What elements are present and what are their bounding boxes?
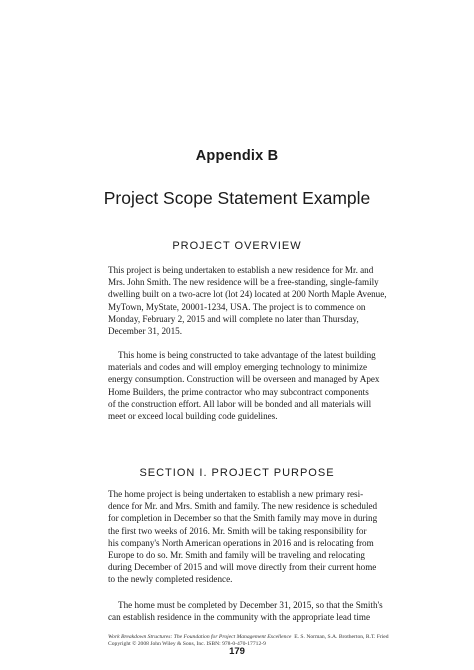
text-line: MyTown, MyState, 20001-1234, USA. The project is to commence on [108, 301, 366, 312]
overview-paragraph-2 [108, 349, 380, 422]
section-heading-overview: PROJECT OVERVIEW [172, 240, 302, 252]
text-line: The home must be completed by December 31, 2015, so that the Smith's [118, 600, 383, 610]
text-line: his company's North American operations in 2016 and is relocating from [108, 537, 374, 548]
page-number: 179 [229, 646, 245, 657]
text-line: can establish residence in the community with the appropriate lead time [108, 612, 371, 623]
text-line: This project is being undertaken to establish a new residence for Mr. and [108, 265, 374, 275]
footer-source-title: Work Breakdown Structures: The Foundation for Project Management Excellence [108, 634, 292, 640]
text-line: meet or exceed local building code guidelines. [108, 411, 278, 422]
overview-paragraph-1 [108, 264, 387, 337]
text-line: for completion in December so that the Smith family may move in during [108, 513, 378, 524]
text-line: The home project is being undertaken to establish a new primary resi- [108, 489, 364, 499]
footer-copyright: Copyright © 2008 John Wiley & Sons, Inc. ISBN: 978-0-470-17712-9 [108, 641, 266, 648]
text-line: energy consumption. Construction will be overseen and managed by Apex [108, 374, 380, 385]
text-line: Monday, February 2, 2015 and will complete no later than Thursday, [108, 313, 359, 324]
appendix-label: Appendix B [195, 148, 279, 164]
text-line: dence for Mr. and Mrs. Smith and family. The new residence is scheduled [108, 501, 378, 512]
text-line: This home is being constructed to take advantage of the latest building [118, 350, 376, 360]
text-line: Mrs. John Smith. The new residence will be a free-standing, single-family [108, 277, 379, 288]
text-line: during December of 2015 and will move directly from their current home [108, 562, 377, 573]
purpose-paragraph-1 [108, 488, 378, 586]
text-line: dwelling built on a two-acre lot (lot 24) located at 200 North Maple Avenue, [108, 289, 387, 300]
text-line: of the construction effort. All labor will be bonded and all materials will [108, 398, 372, 409]
text-line: December 31, 2015. [108, 326, 182, 337]
text-line: the first two weeks of 2016. Mr. Smith will be taking responsibility for [108, 525, 367, 536]
text-line: to the newly completed residence. [108, 574, 233, 585]
footer-authors: E. S. Norman, S.A. Brotherton, R.T. Fried [294, 634, 389, 640]
section-heading-purpose: SECTION I. PROJECT PURPOSE [139, 467, 335, 479]
purpose-paragraph-2 [108, 599, 383, 623]
page-title: Project Scope Statement Example [103, 188, 371, 208]
text-line: materials and codes and will employ emerging technology to minimize [108, 362, 368, 373]
text-line: Europe to do so. Mr. Smith and family will be traveling and relocating [108, 550, 365, 561]
text-line: Home Builders, the prime contractor who may subcontract components [108, 386, 369, 397]
